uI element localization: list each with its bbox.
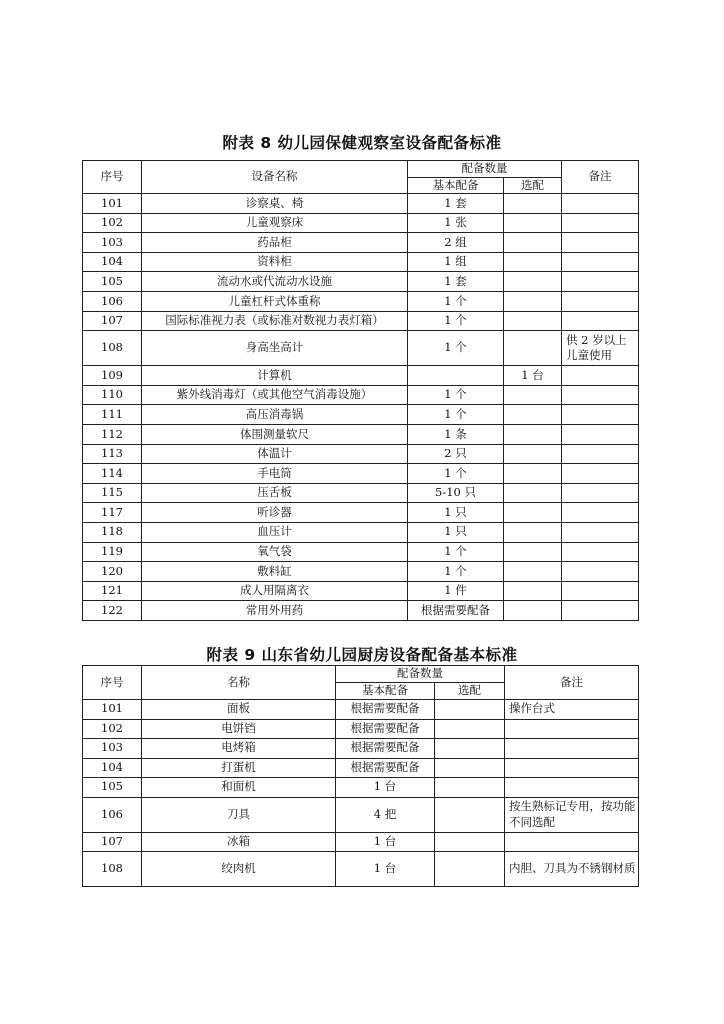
- cell-note: [562, 424, 639, 444]
- cell-basic: 1 台: [336, 852, 435, 887]
- cell-basic: 1 只: [408, 522, 504, 542]
- table-row: [83, 778, 639, 798]
- cell-optional: 1 台: [504, 366, 562, 386]
- cell-name: 电烤箱: [142, 739, 336, 759]
- cell-optional: [504, 272, 562, 292]
- table-row: [83, 758, 639, 778]
- cell-optional: [504, 562, 562, 582]
- cell-seq: 114: [83, 464, 142, 484]
- cell-basic: 5-10 只: [408, 483, 504, 503]
- header-optional: 选配: [504, 177, 562, 194]
- cell-seq: 104: [83, 252, 142, 272]
- header-note: 备注: [562, 161, 639, 194]
- cell-optional: [504, 194, 562, 214]
- cell-basic: 1 个: [408, 331, 504, 366]
- cell-basic: 2 组: [408, 233, 504, 253]
- cell-name: 诊察桌、椅: [142, 194, 408, 214]
- header-qty: 配备数量: [336, 666, 505, 683]
- cell-seq: 107: [83, 832, 142, 852]
- cell-optional: [504, 405, 562, 425]
- cell-note: [562, 272, 639, 292]
- header-qty: 配备数量: [408, 161, 562, 178]
- cell-basic: 1 件: [408, 581, 504, 601]
- cell-optional: [435, 778, 505, 798]
- header-name: 设备名称: [142, 161, 408, 194]
- cell-seq: 101: [83, 700, 142, 720]
- cell-seq: 113: [83, 444, 142, 464]
- cell-note: [562, 542, 639, 562]
- cell-name: 手电筒: [142, 464, 408, 484]
- cell-optional: [504, 601, 562, 621]
- table-row: [83, 797, 639, 832]
- table-row: [83, 213, 639, 233]
- cell-seq: 102: [83, 719, 142, 739]
- cell-note: [505, 832, 639, 852]
- table-row: [83, 311, 639, 331]
- header-note: 备注: [505, 666, 639, 700]
- header-basic: 基本配备: [408, 177, 504, 194]
- cell-name: 血压计: [142, 522, 408, 542]
- cell-optional: [504, 233, 562, 253]
- table-row: [83, 366, 639, 386]
- cell-name: 药品柜: [142, 233, 408, 253]
- table-row: [83, 464, 639, 484]
- cell-basic: 1 个: [408, 562, 504, 582]
- cell-name: 体温计: [142, 444, 408, 464]
- cell-optional: [504, 522, 562, 542]
- table-row: [83, 272, 639, 292]
- cell-basic: 1 个: [408, 405, 504, 425]
- cell-seq: 107: [83, 311, 142, 331]
- cell-name: 儿童观察床: [142, 213, 408, 233]
- cell-name: 听诊器: [142, 503, 408, 523]
- cell-seq: 108: [83, 331, 142, 366]
- cell-optional: [504, 464, 562, 484]
- cell-name: 计算机: [142, 366, 408, 386]
- cell-note: 按生熟标记专用，按功能不同选配: [505, 797, 639, 832]
- cell-seq: 109: [83, 366, 142, 386]
- cell-note: [562, 464, 639, 484]
- table-row: [83, 233, 639, 253]
- cell-basic: 1 个: [408, 542, 504, 562]
- table-row: [83, 292, 639, 312]
- table-row: [83, 581, 639, 601]
- cell-note: [562, 601, 639, 621]
- cell-note: [562, 292, 639, 312]
- cell-basic: 1 组: [408, 252, 504, 272]
- cell-optional: [504, 444, 562, 464]
- table8-title: 附表 8 幼儿园保健观察室设备配备标准: [222, 134, 502, 152]
- cell-seq: 122: [83, 601, 142, 621]
- cell-name: 绞肉机: [142, 852, 336, 887]
- table-row: [83, 719, 639, 739]
- cell-seq: 101: [83, 194, 142, 214]
- cell-optional: [504, 483, 562, 503]
- cell-basic: 根据需要配备: [336, 719, 435, 739]
- cell-optional: [435, 739, 505, 759]
- cell-seq: 111: [83, 405, 142, 425]
- cell-note: [562, 233, 639, 253]
- cell-name: 电饼铛: [142, 719, 336, 739]
- cell-seq: 102: [83, 213, 142, 233]
- cell-name: 刀具: [142, 797, 336, 832]
- cell-name: 身高坐高计: [142, 331, 408, 366]
- cell-optional: [435, 832, 505, 852]
- cell-note: [505, 758, 639, 778]
- cell-seq: 106: [83, 797, 142, 832]
- cell-note: [562, 366, 639, 386]
- header-basic: 基本配备: [336, 683, 435, 700]
- cell-note: 操作台式: [505, 700, 639, 720]
- cell-name: 高压消毒锅: [142, 405, 408, 425]
- cell-name: 体围测量软尺: [142, 424, 408, 444]
- cell-note: [562, 503, 639, 523]
- table8: [82, 160, 639, 621]
- table-row: [83, 832, 639, 852]
- header-seq: 序号: [83, 161, 142, 194]
- cell-basic: 1 个: [408, 311, 504, 331]
- cell-basic: 4 把: [336, 797, 435, 832]
- table-row: [83, 405, 639, 425]
- table-row: [83, 739, 639, 759]
- cell-seq: 115: [83, 483, 142, 503]
- cell-seq: 105: [83, 778, 142, 798]
- cell-optional: [504, 424, 562, 444]
- cell-seq: 118: [83, 522, 142, 542]
- cell-basic: 1 条: [408, 424, 504, 444]
- table-row: [83, 700, 639, 720]
- cell-basic: 1 个: [408, 292, 504, 312]
- cell-optional: [504, 581, 562, 601]
- header-optional: 选配: [435, 683, 505, 700]
- table-row: [83, 385, 639, 405]
- cell-basic: [408, 366, 504, 386]
- cell-name: 流动水或代流动水设施: [142, 272, 408, 292]
- cell-basic: 1 张: [408, 213, 504, 233]
- cell-optional: [504, 542, 562, 562]
- cell-note: [562, 444, 639, 464]
- cell-seq: 119: [83, 542, 142, 562]
- cell-optional: [435, 700, 505, 720]
- cell-note: [562, 483, 639, 503]
- cell-basic: 1 台: [336, 778, 435, 798]
- cell-optional: [504, 331, 562, 366]
- cell-basic: 2 只: [408, 444, 504, 464]
- cell-seq: 110: [83, 385, 142, 405]
- cell-optional: [435, 797, 505, 832]
- cell-basic: 根据需要配备: [336, 739, 435, 759]
- cell-optional: [435, 719, 505, 739]
- cell-basic: 根据需要配备: [336, 700, 435, 720]
- cell-note: 内胆、刀具为不锈钢材质: [505, 852, 639, 887]
- table-row: [83, 483, 639, 503]
- table-row: [83, 444, 639, 464]
- cell-basic: 1 个: [408, 385, 504, 405]
- header-seq: 序号: [83, 666, 142, 700]
- table-row: [83, 503, 639, 523]
- table-row: [83, 601, 639, 621]
- cell-name: 冰箱: [142, 832, 336, 852]
- cell-seq: 103: [83, 233, 142, 253]
- cell-note: [505, 778, 639, 798]
- cell-basic: 1 套: [408, 272, 504, 292]
- table-row: [83, 331, 639, 366]
- table-row: [83, 542, 639, 562]
- cell-optional: [504, 213, 562, 233]
- cell-name: 紫外线消毒灯（或其他空气消毒设施）: [142, 385, 408, 405]
- cell-optional: [435, 758, 505, 778]
- cell-basic: 根据需要配备: [408, 601, 504, 621]
- table-row: [83, 522, 639, 542]
- cell-basic: 1 只: [408, 503, 504, 523]
- cell-optional: [504, 292, 562, 312]
- table-row: [83, 562, 639, 582]
- cell-seq: 105: [83, 272, 142, 292]
- cell-optional: [504, 252, 562, 272]
- cell-optional: [435, 852, 505, 887]
- cell-note: [562, 252, 639, 272]
- cell-seq: 103: [83, 739, 142, 759]
- cell-basic: 1 个: [408, 464, 504, 484]
- cell-basic: 1 套: [408, 194, 504, 214]
- cell-basic: 根据需要配备: [336, 758, 435, 778]
- cell-note: [562, 405, 639, 425]
- cell-optional: [504, 503, 562, 523]
- cell-name: 和面机: [142, 778, 336, 798]
- table-row: [83, 852, 639, 887]
- table9-title: 附表 9 山东省幼儿园厨房设备配备基本标准: [206, 646, 518, 664]
- cell-name: 成人用隔离衣: [142, 581, 408, 601]
- cell-name: 敷料缸: [142, 562, 408, 582]
- cell-name: 压舌板: [142, 483, 408, 503]
- table-row: [83, 252, 639, 272]
- table-row: [83, 424, 639, 444]
- cell-note: [562, 522, 639, 542]
- cell-name: 面板: [142, 700, 336, 720]
- cell-note: [562, 194, 639, 214]
- table9: [82, 665, 639, 887]
- cell-seq: 120: [83, 562, 142, 582]
- header-name: 名称: [142, 666, 336, 700]
- cell-name: 常用外用药: [142, 601, 408, 621]
- cell-optional: [504, 385, 562, 405]
- cell-note: [505, 719, 639, 739]
- cell-name: 儿童杠杆式体重称: [142, 292, 408, 312]
- table-row: [83, 194, 639, 214]
- cell-seq: 108: [83, 852, 142, 887]
- cell-seq: 106: [83, 292, 142, 312]
- cell-seq: 112: [83, 424, 142, 444]
- cell-note: [562, 213, 639, 233]
- cell-name: 资料柜: [142, 252, 408, 272]
- cell-seq: 117: [83, 503, 142, 523]
- cell-note: [562, 581, 639, 601]
- cell-seq: 104: [83, 758, 142, 778]
- cell-note: 供 2 岁以上儿童使用: [562, 331, 639, 366]
- cell-note: [562, 311, 639, 331]
- cell-note: [505, 739, 639, 759]
- cell-name: 氧气袋: [142, 542, 408, 562]
- cell-optional: [504, 311, 562, 331]
- cell-name: 国际标准视力表（或标准对数视力表灯箱）: [142, 311, 408, 331]
- cell-basic: 1 台: [336, 832, 435, 852]
- cell-name: 打蛋机: [142, 758, 336, 778]
- cell-note: [562, 385, 639, 405]
- cell-note: [562, 562, 639, 582]
- cell-seq: 121: [83, 581, 142, 601]
